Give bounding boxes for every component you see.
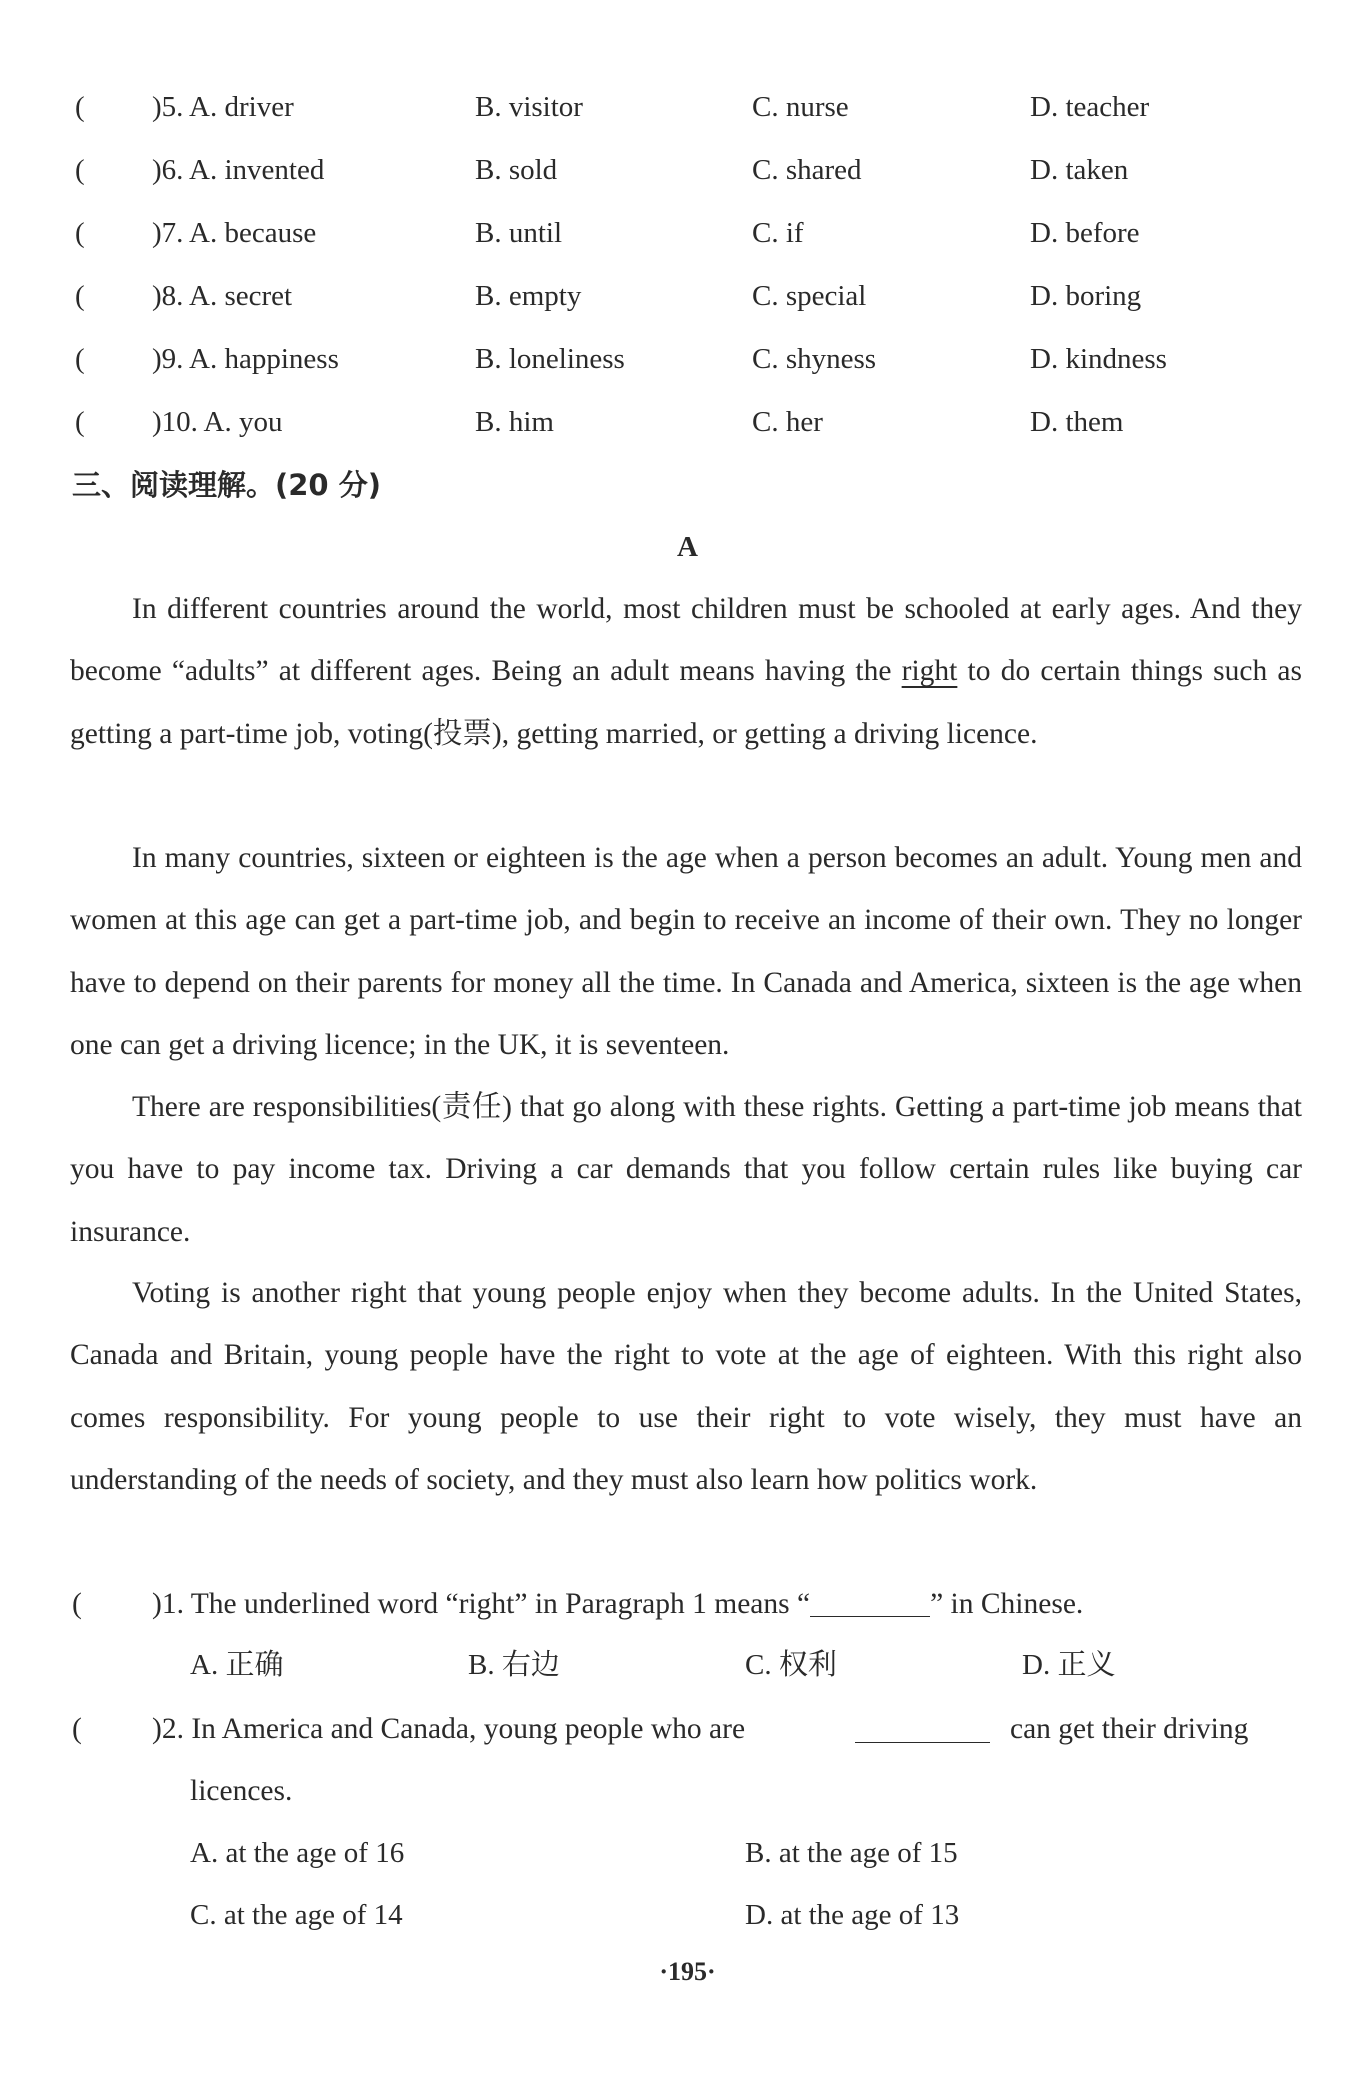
passage-paragraph-3: There are responsibilities(责任) that go along with these rights. Getting a part-time job means that you have to pay income tax. Driving a car demands that you follow certain rules like buying car insurance.: [70, 1091, 1302, 1248]
option-a: )6. A. invented: [152, 154, 325, 186]
question-stem: )2. In America and Canada, young people who are: [152, 1713, 746, 1745]
option-c: C. shyness: [752, 343, 877, 375]
option-a: )5. A. driver: [152, 91, 294, 123]
passage-paragraph-2: In many countries, sixteen or eighteen is the age when a person becomes an adult. Young men and women at this age can get a part-time job, and begin to receive an income of their own. They no longer have to depend on their parents for money all the time. In Canada and America, sixteen is the age when one can get a driving licence; in the UK, it is seventeen.: [70, 842, 1302, 1061]
option-b: B. him: [475, 406, 554, 438]
q2-option-d[interactable]: D. at the age of 13: [745, 1899, 960, 1931]
option-d: D. them: [1030, 406, 1124, 438]
answer-paren: (: [75, 217, 85, 249]
passage-paragraph-4: Voting is another right that young people enjoy when they become adults. In the United States, Canada and Britain, young people have the right to vote at the age of eighteen. With this right also comes responsibility. For young people to use their right to vote wisely, they must have an understanding of the needs of society, and they must also learn how politics work.: [70, 1277, 1302, 1496]
option-a: )8. A. secret: [152, 280, 293, 312]
option-b: B. empty: [475, 280, 582, 312]
cloze-row-10: [0, 397, 1350, 447]
q2-option-b[interactable]: B. at the age of 15: [745, 1837, 958, 1869]
answer-blank[interactable]: [810, 1586, 930, 1617]
section-title: 三、阅读理解。(20 分): [72, 468, 381, 502]
cloze-row-9: [0, 334, 1350, 384]
question-stem: )1. The underlined word “right” in Paragraph 1 means “: [152, 1588, 811, 1620]
option-d: D. taken: [1030, 154, 1129, 186]
option-d: D. kindness: [1030, 343, 1167, 375]
q1-option-b[interactable]: B. 右边: [468, 1649, 560, 1681]
option-c: C. her: [752, 406, 823, 438]
answer-blank[interactable]: [855, 1712, 990, 1743]
q1-option-c[interactable]: C. 权利: [745, 1649, 837, 1681]
q1-option-d[interactable]: D. 正义: [1022, 1649, 1116, 1681]
answer-paren: (: [75, 280, 85, 312]
q2-option-c[interactable]: C. at the age of 14: [190, 1899, 403, 1931]
option-a: )7. A. because: [152, 217, 317, 249]
cloze-row-6: [0, 145, 1350, 195]
question-2: ( )2. In America and Canada, young people who are can get their driving: [0, 1698, 1350, 1760]
option-d: D. boring: [1030, 280, 1142, 312]
cloze-row-5: [0, 82, 1350, 132]
question-2-continued: licences.: [190, 1775, 293, 1807]
option-d: D. before: [1030, 217, 1140, 249]
option-c: C. special: [752, 280, 867, 312]
cloze-row-8: [0, 271, 1350, 321]
option-c: C. shared: [752, 154, 862, 186]
option-d: D. teacher: [1030, 91, 1150, 123]
underlined-word: right: [901, 655, 958, 688]
answer-paren: (: [72, 1588, 82, 1620]
option-a: )10. A. you: [152, 406, 283, 438]
option-b: B. until: [475, 217, 563, 249]
question-1: ( )1. The underlined word “right” in Paragraph 1 means “ ” in Chinese.: [0, 1573, 1350, 1635]
passage-paragraph-1: In different countries around the world, most children must be schooled at early ages. And they become “adults” at different ages. Being an adult means having the right to do certain things such as getting a part-time job, voting(投票), getting married, or getting a driving licence.: [70, 593, 1303, 750]
option-b: B. loneliness: [475, 343, 625, 375]
q2-option-a[interactable]: A. at the age of 16: [190, 1837, 405, 1869]
option-c: C. if: [752, 217, 804, 249]
passage-title: A: [677, 531, 698, 563]
answer-paren: (: [75, 154, 85, 186]
answer-paren: (: [75, 91, 85, 123]
cloze-row-7: [0, 208, 1350, 258]
option-b: B. sold: [475, 154, 558, 186]
answer-paren: (: [72, 1713, 82, 1745]
answer-paren: (: [75, 406, 85, 438]
answer-paren: (: [75, 343, 85, 375]
option-a: )9. A. happiness: [152, 343, 339, 375]
option-b: B. visitor: [475, 91, 583, 123]
option-c: C. nurse: [752, 91, 849, 123]
page-number: ·195·: [659, 1957, 716, 1986]
q1-option-a[interactable]: A. 正确: [190, 1649, 284, 1681]
